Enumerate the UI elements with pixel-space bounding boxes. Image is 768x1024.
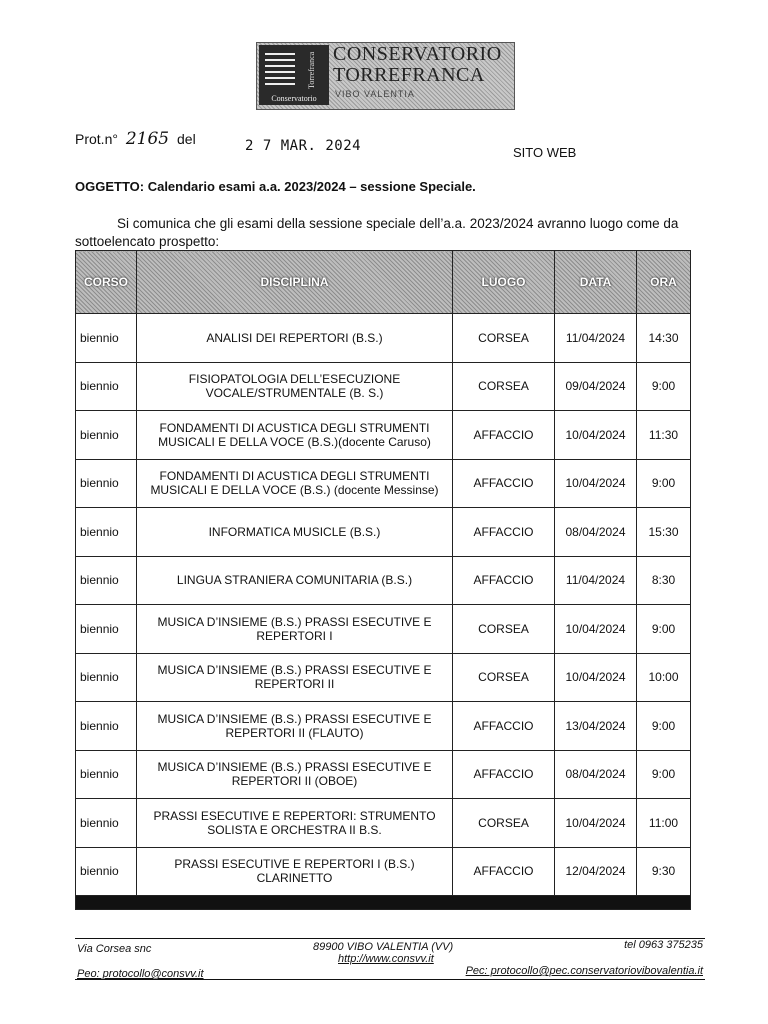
- logo-name-line2: TORREFRANCA: [333, 64, 485, 86]
- cell-ora: 9:00: [637, 750, 691, 799]
- cell-ora: 11:00: [637, 799, 691, 848]
- cell-disciplina: MUSICA D’INSIEME (B.S.) PRASSI ESECUTIVE E REPERTORI I: [137, 605, 453, 654]
- table-row: [76, 362, 691, 411]
- cell-luogo: CORSEA: [453, 799, 555, 848]
- cell-luogo: AFFACCIO: [453, 556, 555, 605]
- cell-ora: 9:00: [637, 702, 691, 751]
- cell-ora: 11:30: [637, 411, 691, 460]
- emblem-vertical-text: Torrefranca: [307, 51, 316, 89]
- table-row: [76, 750, 691, 799]
- cell-luogo: AFFACCIO: [453, 847, 555, 896]
- col-header-corso: CORSO: [76, 251, 137, 314]
- cell-disciplina: PRASSI ESECUTIVE E REPERTORI: STRUMENTO SOLISTA E ORCHESTRA II B.S.: [137, 799, 453, 848]
- footer: [75, 938, 705, 980]
- cell-corso: biennio: [76, 411, 137, 460]
- cell-ora: 8:30: [637, 556, 691, 605]
- date-stamp: 2 7 MAR. 2024: [245, 138, 362, 154]
- protocol-number: 2165: [125, 129, 170, 149]
- protocol-line: [75, 129, 196, 149]
- table-header-row: [76, 251, 691, 314]
- cell-ora: 15:30: [637, 508, 691, 557]
- cell-disciplina: LINGUA STRANIERA COMUNITARIA (B.S.): [137, 556, 453, 605]
- cell-luogo: CORSEA: [453, 314, 555, 363]
- footer-address: Via Corsea snc: [77, 943, 152, 955]
- footer-city: 89900 VIBO VALENTIA (VV): [313, 941, 454, 953]
- cell-luogo: CORSEA: [453, 605, 555, 654]
- col-header-ora: ORA: [637, 251, 691, 314]
- cell-luogo: AFFACCIO: [453, 411, 555, 460]
- logo-subtitle: VIBO VALENTIA: [335, 89, 415, 99]
- cell-corso: biennio: [76, 556, 137, 605]
- table-row: [76, 702, 691, 751]
- cell-corso: biennio: [76, 702, 137, 751]
- cell-luogo: AFFACCIO: [453, 508, 555, 557]
- cell-disciplina: FONDAMENTI DI ACUSTICA DEGLI STRUMENTI MUSICALI E DELLA VOCE (B.S.) (docente Messinse): [137, 459, 453, 508]
- cell-corso: biennio: [76, 508, 137, 557]
- footer-pec-email[interactable]: Pec: protocollo@pec.conservatoriovibovalentia.it: [465, 965, 703, 977]
- exam-calendar-table: [75, 250, 691, 910]
- institution-logo: [256, 42, 515, 110]
- table-row: [76, 847, 691, 896]
- cell-disciplina: FONDAMENTI DI ACUSTICA DEGLI STRUMENTI MUSICALI E DELLA VOCE (B.S.)(docente Caruso): [137, 411, 453, 460]
- cell-disciplina: ANALISI DEI REPERTORI (B.S.): [137, 314, 453, 363]
- logo-name: [333, 44, 502, 86]
- cell-disciplina: MUSICA D’INSIEME (B.S.) PRASSI ESECUTIVE E REPERTORI II: [137, 653, 453, 702]
- cell-ora: 9:00: [637, 362, 691, 411]
- cell-corso: biennio: [76, 605, 137, 654]
- footer-peo-email[interactable]: Peo: protocollo@consvv.it: [77, 968, 204, 980]
- cell-luogo: CORSEA: [453, 362, 555, 411]
- cell-luogo: AFFACCIO: [453, 702, 555, 751]
- cell-luogo: AFFACCIO: [453, 750, 555, 799]
- cell-ora: 9:00: [637, 459, 691, 508]
- col-header-data: DATA: [555, 251, 637, 314]
- cell-data: 10/04/2024: [555, 411, 637, 460]
- footer-website[interactable]: http://www.consvv.it: [338, 953, 434, 965]
- cell-luogo: CORSEA: [453, 653, 555, 702]
- intro-paragraph: Si comunica che gli esami della sessione speciale dell’a.a. 2023/2024 avranno luogo come da sottoelencato prospetto:: [75, 216, 679, 249]
- cell-data: 09/04/2024: [555, 362, 637, 411]
- cell-disciplina: MUSICA D’INSIEME (B.S.) PRASSI ESECUTIVE E REPERTORI II (OBOE): [137, 750, 453, 799]
- cell-data: 11/04/2024: [555, 556, 637, 605]
- cell-corso: biennio: [76, 362, 137, 411]
- recipient: SITO WEB: [513, 145, 577, 160]
- table-bottom-bar: [76, 896, 691, 910]
- cell-corso: biennio: [76, 799, 137, 848]
- protocol-label: Prot.n°: [75, 131, 118, 147]
- cell-ora: 10:00: [637, 653, 691, 702]
- table-row: [76, 314, 691, 363]
- cell-corso: biennio: [76, 314, 137, 363]
- table-row: [76, 459, 691, 508]
- logo-emblem: [259, 45, 329, 105]
- cell-data: 13/04/2024: [555, 702, 637, 751]
- cell-data: 11/04/2024: [555, 314, 637, 363]
- cell-data: 10/04/2024: [555, 799, 637, 848]
- col-header-disciplina: DISCIPLINA: [137, 251, 453, 314]
- cell-corso: biennio: [76, 653, 137, 702]
- emblem-staff-graphic: [265, 51, 295, 85]
- footer-phone: tel 0963 375235: [624, 939, 703, 951]
- cell-ora: 14:30: [637, 314, 691, 363]
- table-row: [76, 508, 691, 557]
- cell-data: 08/04/2024: [555, 750, 637, 799]
- table-row: [76, 411, 691, 460]
- cell-disciplina: MUSICA D’INSIEME (B.S.) PRASSI ESECUTIVE E REPERTORI II (FLAUTO): [137, 702, 453, 751]
- cell-ora: 9:30: [637, 847, 691, 896]
- table-bottom-bar-cell: [76, 896, 691, 910]
- cell-disciplina: FISIOPATOLOGIA DELL’ESECUZIONE VOCALE/STRUMENTALE (B. S.): [137, 362, 453, 411]
- cell-corso: biennio: [76, 459, 137, 508]
- table-row: [76, 605, 691, 654]
- protocol-del: del: [177, 131, 196, 147]
- cell-data: 10/04/2024: [555, 653, 637, 702]
- table-row: [76, 556, 691, 605]
- table-row: [76, 653, 691, 702]
- subject-line: OGGETTO: Calendario esami a.a. 2023/2024 – sessione Speciale.: [75, 179, 476, 194]
- logo-name-line1: CONSERVATORIO: [333, 43, 502, 65]
- col-header-luogo: LUOGO: [453, 251, 555, 314]
- cell-data: 10/04/2024: [555, 605, 637, 654]
- emblem-label: Conservatorio: [271, 94, 317, 103]
- cell-data: 12/04/2024: [555, 847, 637, 896]
- table-row: [76, 799, 691, 848]
- cell-disciplina: PRASSI ESECUTIVE E REPERTORI I (B.S.) CLARINETTO: [137, 847, 453, 896]
- cell-data: 08/04/2024: [555, 508, 637, 557]
- cell-luogo: AFFACCIO: [453, 459, 555, 508]
- cell-corso: biennio: [76, 750, 137, 799]
- cell-data: 10/04/2024: [555, 459, 637, 508]
- cell-ora: 9:00: [637, 605, 691, 654]
- cell-disciplina: INFORMATICA MUSICLE (B.S.): [137, 508, 453, 557]
- cell-corso: biennio: [76, 847, 137, 896]
